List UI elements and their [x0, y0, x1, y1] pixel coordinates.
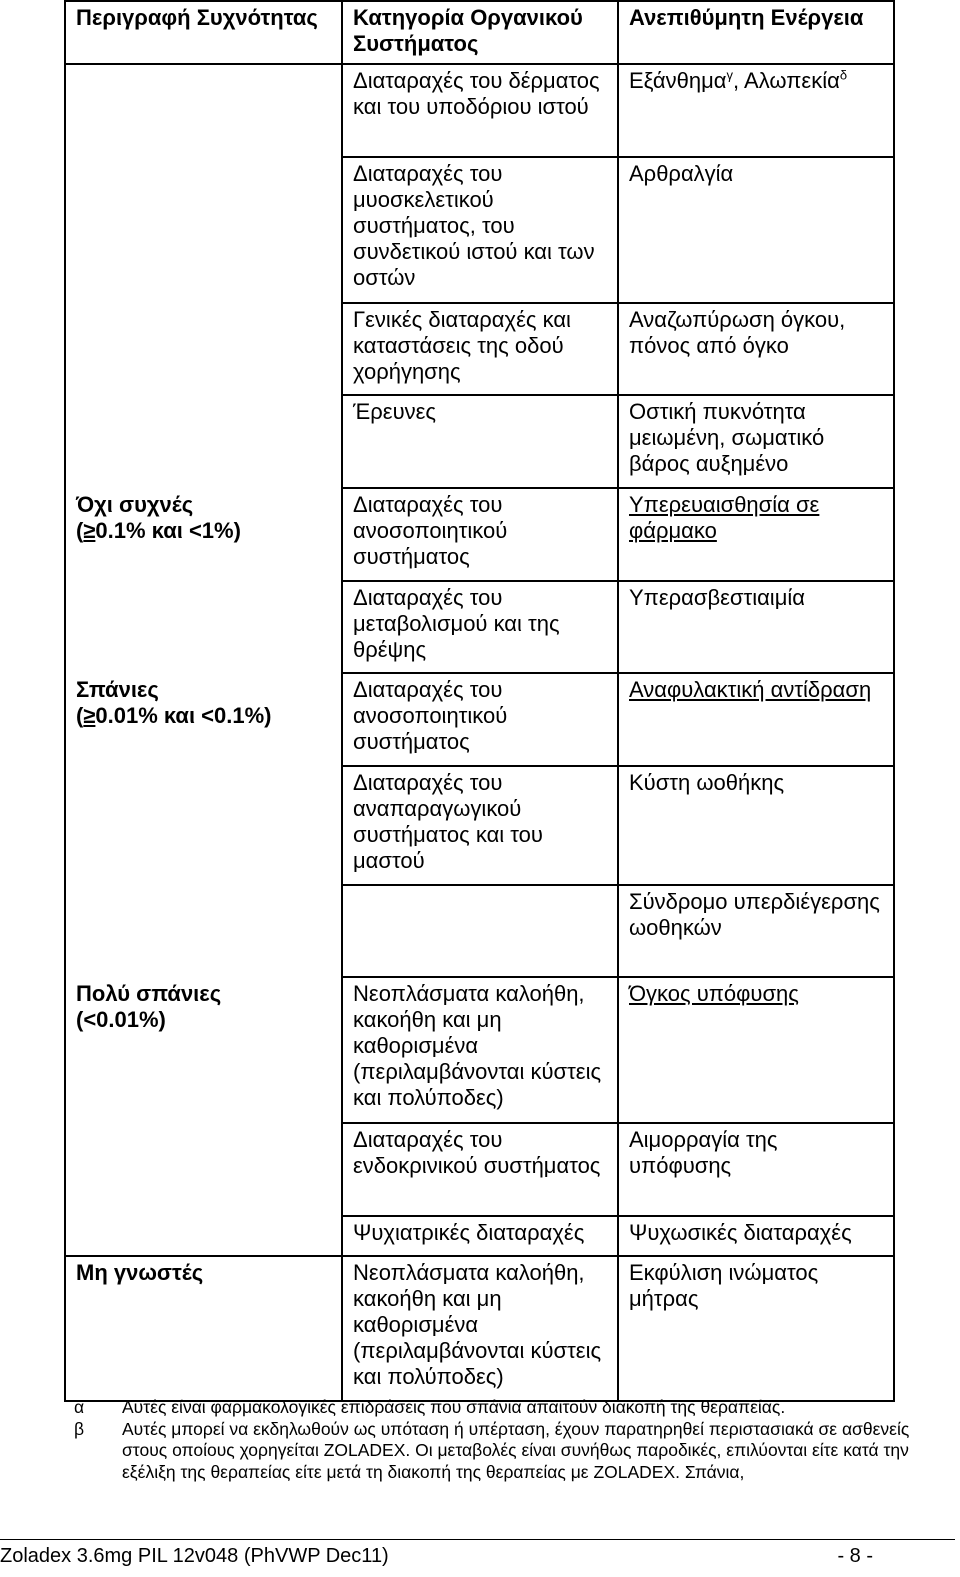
footer-rule [0, 1539, 955, 1540]
frequency-cell [65, 64, 342, 157]
footnote-text: Αυτές μπορεί να εκδηλωθούν ως υπόταση ή υπέρταση, έχουν παρατηρηθεί περιστασιακά σε ασθενείς στους οποίους χορηγείται ZOLADEX. Οι μεταβολές είναι συνήθως παροδικές, επιλύονται είτε κατά την εξέλιξη της θεραπείας είτε μετά τη διακοπή της θεραπείας με ZOLADEX. Σπάνια, [122, 1418, 910, 1482]
footnote [74, 1419, 944, 1484]
page-number: - 8 - [837, 1545, 873, 1567]
page-footer [0, 1544, 873, 1568]
reaction-cell: Υπερευαισθησία σε φάρμακο [618, 488, 894, 581]
footnote-mark: α [74, 1397, 85, 1417]
frequency-label: Όχι συχνές [76, 492, 194, 517]
frequency-cell: Όχι συχνές (≥0.1% και <1%) [65, 488, 342, 581]
footnotes [74, 1397, 944, 1483]
frequency-cell [65, 766, 342, 885]
organ-class-cell [342, 885, 618, 977]
frequency-cell [65, 581, 342, 673]
header-frequency: Περιγραφή Συχνότητας [65, 1, 342, 64]
frequency-cell [65, 1256, 342, 1401]
table-row [65, 64, 894, 157]
footer-document-id: Zoladex 3.6mg PIL 12v048 (PhVWP Dec11) [0, 1545, 389, 1567]
table-row [65, 1123, 894, 1216]
table-row [65, 157, 894, 303]
frequency-label: Πολύ σπάνιες [76, 981, 222, 1006]
reaction-cell: Αναζωπύρωση όγκου, πόνος από όγκο [618, 303, 894, 395]
reaction-cell: Αναφυλακτική αντίδραση [618, 673, 894, 766]
organ-class-cell: Νεοπλάσματα καλοήθη, κακοήθη και μη καθορισμένα (περιλαμβάνονται κύστεις και πολύποδες) [342, 977, 618, 1123]
frequency-label: Μη γνωστές [76, 1260, 204, 1285]
frequency-label: Σπάνιες [76, 677, 159, 702]
organ-class-cell: Διαταραχές του μυοσκελετικού συστήματος, του συνδετικού ιστού και των οστών [342, 157, 618, 303]
frequency-cell [65, 1123, 342, 1216]
footnote [74, 1397, 944, 1419]
organ-class-cell: Γενικές διαταραχές και καταστάσεις της οδού χορήγησης [342, 303, 618, 395]
table-row [65, 1216, 894, 1256]
frequency-cell [65, 1216, 342, 1256]
table-row [65, 1256, 894, 1401]
table-row [65, 977, 894, 1123]
reaction-cell: Κύστη ωοθήκης [618, 766, 894, 885]
reaction-cell: Ψυχωσικές διαταραχές [618, 1216, 894, 1256]
frequency-cell [65, 395, 342, 488]
reaction-cell: Οστική πυκνότητα μειωμένη, σωματικό βάρος αυξημένο [618, 395, 894, 488]
organ-class-cell: Ψυχιατρικές διαταραχές [342, 1216, 618, 1256]
frequency-cell: Πολύ σπάνιες (<0.01%) [65, 977, 342, 1123]
table-row [65, 581, 894, 673]
table-row [65, 766, 894, 885]
frequency-cell: Σπάνιες (≥0.01% και <0.1%) [65, 673, 342, 766]
reaction-cell: Υπερασβεστιαιμία [618, 581, 894, 673]
frequency-cell [65, 157, 342, 303]
table-row [65, 303, 894, 395]
organ-class-cell: Διαταραχές του αναπαραγωγικού συστήματος και του μαστού [342, 766, 618, 885]
header-organ-class: Κατηγορία Οργανικού Συστήματος [342, 1, 618, 64]
table-row [65, 673, 894, 766]
header-reaction: Ανεπιθύμητη Ενέργεια [618, 1, 894, 64]
reaction-cell: Εξάνθημα$^\gamma$, Αλωπεκία$^\delta$ [618, 64, 894, 157]
reaction-cell: Όγκος υπόφυσης [618, 977, 894, 1123]
reaction-cell: Αρθραλγία [618, 157, 894, 303]
table-row [65, 488, 894, 581]
organ-class-cell: Διαταραχές του ενδοκρινικού συστήματος [342, 1123, 618, 1216]
organ-class-cell: Διαταραχές του ανοσοποιητικού συστήματος [342, 673, 618, 766]
organ-class-cell: Έρευνες [342, 395, 618, 488]
frequency-cell [65, 303, 342, 395]
reaction-cell: Εκφύλιση ινώματος μήτρας [618, 1256, 894, 1401]
frequency-cell [65, 885, 342, 977]
table-header-row [65, 1, 894, 64]
table-row [65, 395, 894, 488]
reaction-cell: Σύνδρομο υπερδιέγερσης ωοθηκών [618, 885, 894, 977]
footnote-text: Αυτές είναι φαρμακολογικές επιδράσεις που σπάνια απαιτούν διακοπή της θεραπείας. [122, 1397, 786, 1417]
organ-class-cell: Διαταραχές του ανοσοποιητικού συστήματος [342, 488, 618, 581]
footnote-mark: β [74, 1418, 85, 1439]
reaction-cell: Αιμορραγία της υπόφυσης [618, 1123, 894, 1216]
table-row [65, 885, 894, 977]
organ-class-cell: Νεοπλάσματα καλοήθη, κακοήθη και μη καθορισμένα (περιλαμβάνονται κύστεις και πολύποδες) [342, 1256, 618, 1401]
organ-class-cell: Διαταραχές του μεταβολισμού και της θρέψης [342, 581, 618, 673]
adverse-reactions-table [64, 0, 895, 1402]
organ-class-cell: Διαταραχές του δέρματος και του υποδόριου ιστού [342, 64, 618, 157]
